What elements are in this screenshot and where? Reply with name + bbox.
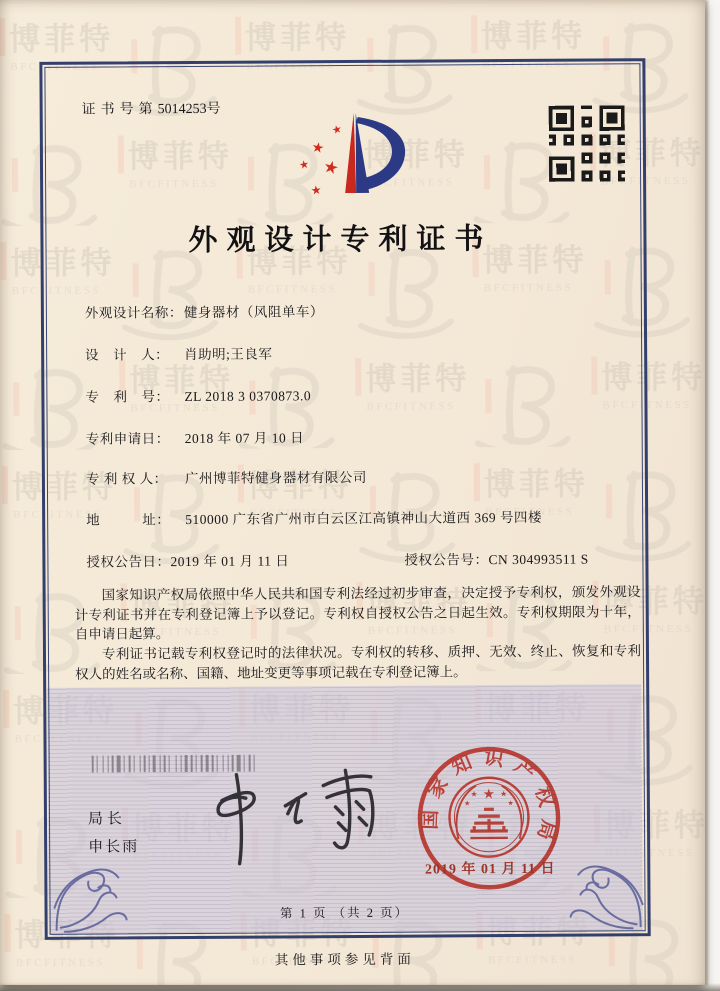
field-value: 2018 年 07 月 10 日 bbox=[184, 430, 305, 447]
legal-paragraph-2: 专利证书记载专利权登记时的法律状况。专利权的转移、质押、无效、终止、恢复和专利权人的姓名或名称、国籍、地址变更等事项记载在专利登记簿上。 bbox=[75, 643, 642, 682]
certificate-number bbox=[82, 98, 226, 119]
director-name: 申长雨 bbox=[88, 839, 140, 856]
grant-number bbox=[404, 548, 588, 569]
field-address bbox=[86, 506, 542, 529]
director-title: 局长 bbox=[87, 811, 127, 828]
certificate-number-value: 5014253 bbox=[157, 101, 207, 118]
svg-text:★: ★ bbox=[310, 139, 326, 158]
svg-text:★: ★ bbox=[321, 156, 341, 180]
field-label: 地 址： bbox=[86, 512, 171, 528]
svg-text:★: ★ bbox=[464, 799, 471, 808]
svg-text:★: ★ bbox=[470, 789, 478, 799]
grant-number-value: CN 304993511 S bbox=[488, 551, 589, 568]
field-value: 健身器材（风阻单车） bbox=[183, 304, 324, 321]
qr-code bbox=[549, 105, 625, 181]
svg-text:★: ★ bbox=[482, 786, 496, 803]
svg-text:★: ★ bbox=[500, 789, 508, 799]
field-designers bbox=[85, 342, 272, 363]
certificate-number-label: 证书号第 bbox=[81, 102, 158, 118]
signature-handwriting bbox=[184, 758, 405, 875]
scan-bottom-shadow bbox=[0, 983, 720, 991]
field-label: 外观设计名称： bbox=[84, 305, 183, 321]
legal-paragraph-1: 国家知识产权局依照中华人民共和国专利法经过初步审查，决定授予专利权，颁发外观设计专利证书并在专利登记簿上予以登记。专利权自授权公告之日起生效。专利权期限为十年，自申请日起算。 bbox=[74, 584, 641, 642]
field-grant-row bbox=[86, 547, 642, 570]
field-patentee bbox=[86, 466, 367, 488]
cnipa-logo-icon bbox=[295, 105, 420, 204]
svg-text:★: ★ bbox=[507, 799, 514, 808]
certificate-number-suffix: 号 bbox=[206, 101, 226, 117]
grant-number-label: 授权公告号： bbox=[404, 552, 489, 568]
field-value: 肖助明;王良军 bbox=[184, 346, 273, 363]
field-patent-number bbox=[85, 384, 311, 405]
field-label: 专 利 号： bbox=[85, 389, 170, 405]
page-number: 第 1 页 （共 2 页） bbox=[279, 905, 410, 921]
field-application-date bbox=[86, 426, 304, 447]
field-value: 510000 广东省广州市白云区江高镇神山大道西 369 号四楼 bbox=[185, 509, 543, 528]
grant-date-value: 2019 年 01 月 11 日 bbox=[170, 553, 290, 570]
back-side-note: 其他事项参见背面 bbox=[274, 951, 415, 968]
svg-text:★: ★ bbox=[310, 182, 323, 198]
field-value: ZL 2018 3 0370873.0 bbox=[184, 388, 312, 405]
seal-text: 国家知识产权局 bbox=[419, 746, 560, 852]
field-value: 广州博菲特健身器材有限公司 bbox=[184, 469, 367, 487]
field-label: 专利申请日： bbox=[85, 431, 170, 447]
certificate-title: 外观设计专利证书 bbox=[188, 223, 493, 257]
field-design-name bbox=[85, 300, 324, 321]
svg-text:★: ★ bbox=[330, 122, 344, 138]
svg-text:★: ★ bbox=[298, 157, 311, 173]
grant-date-label: 授权公告日： bbox=[86, 554, 171, 570]
field-label: 设 计 人： bbox=[85, 347, 170, 363]
field-label: 专 利 权 人： bbox=[85, 471, 168, 487]
seal-date: 2019 年 01 月 11 日 bbox=[424, 861, 556, 878]
